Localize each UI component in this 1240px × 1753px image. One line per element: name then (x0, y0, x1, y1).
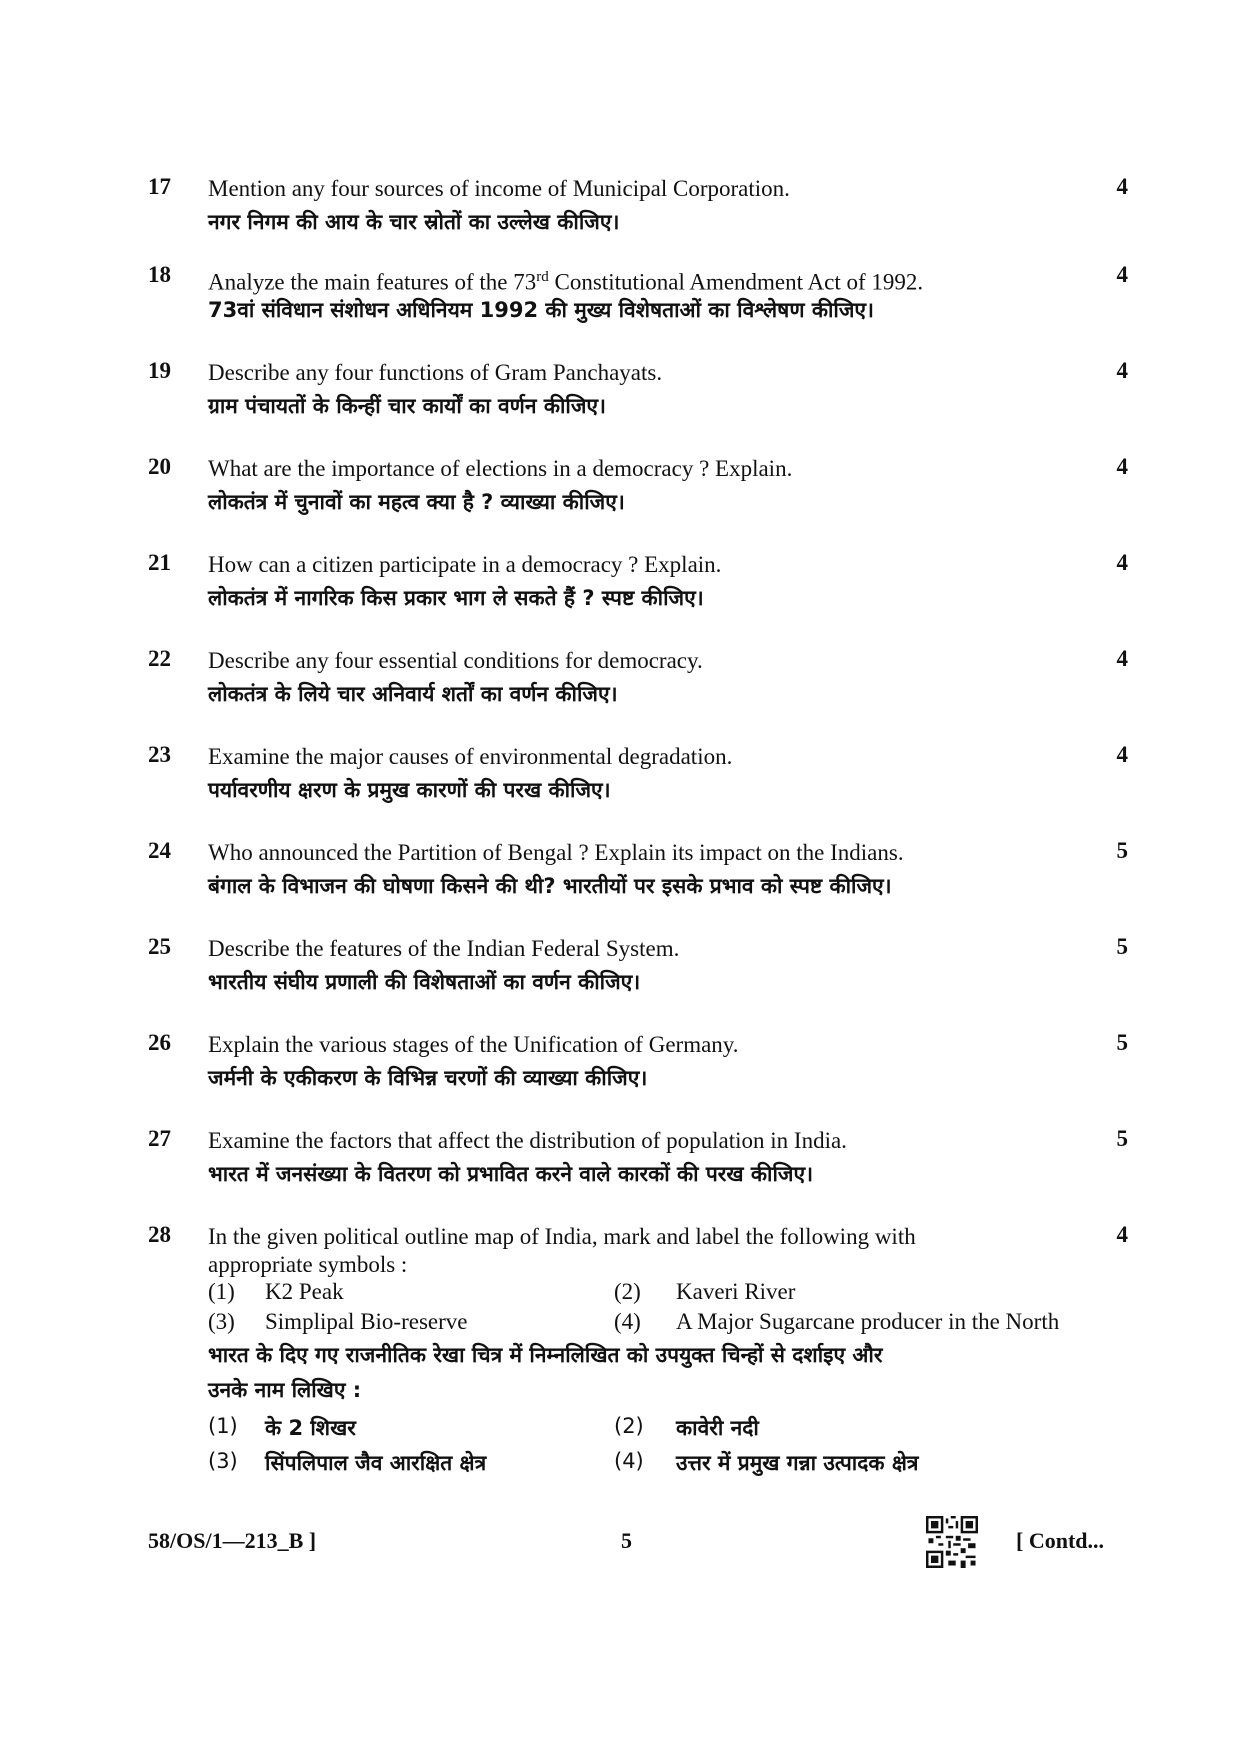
question-text-hi-line2: उनके नाम लिखिए : (208, 1378, 362, 1402)
option-en-3-text: Simplipal Bio-reserve (265, 1309, 468, 1334)
question-number: 21 (148, 550, 171, 575)
question-text-en: What are the importance of elections in a democracy ? Explain. (208, 456, 793, 481)
question-marks: 4 (1116, 742, 1128, 767)
qr-code-icon (926, 1516, 978, 1568)
question-text-en: Describe any four functions of Gram Panchayats. (208, 360, 663, 385)
question-number: 28 (148, 1222, 171, 1247)
question-number: 24 (148, 838, 171, 863)
option-hi-4-number: (4) (614, 1449, 644, 1473)
option-en-2-number: (2) (614, 1279, 641, 1304)
question-text-hi: नगर निगम की आय के चार स्रोतों का उल्लेख कीजिए। (208, 210, 620, 234)
question-marks: 4 (1116, 454, 1128, 479)
option-hi-1-text: के 2 शिखर (265, 1416, 356, 1440)
question-marks: 5 (1116, 1126, 1128, 1151)
ordinal-suffix: rd (536, 269, 549, 285)
option-hi-1-number: (1) (208, 1414, 238, 1438)
question-text-en: Explain the various stages of the Unification of Germany. (208, 1032, 739, 1057)
question-text-en: Who announced the Partition of Bengal ? Explain its impact on the Indians. (208, 840, 904, 865)
option-hi-3-text: सिंपलिपाल जैव आरक्षित क्षेत्र (265, 1451, 487, 1475)
question-text-hi: पर्यावरणीय क्षरण के प्रमुख कारणों की परख कीजिए। (208, 778, 611, 802)
question-marks: 5 (1116, 1030, 1128, 1055)
option-en-4-number: (4) (614, 1309, 641, 1334)
question-text-en: Describe the features of the Indian Federal System. (208, 936, 680, 961)
question-text-en: How can a citizen participate in a democracy ? Explain. (208, 552, 722, 577)
question-marks: 5 (1116, 934, 1128, 959)
question-number: 23 (148, 742, 171, 767)
option-hi-2-text: कावेरी नदी (676, 1416, 759, 1440)
question-text-hi: भारत में जनसंख्या के वितरण को प्रभावित करने वाले कारकों की परख कीजिए। (208, 1162, 814, 1186)
question-text-hi: लोकतंत्र के लिये चार अनिवार्य शर्तों का वर्णन कीजिए। (208, 682, 618, 706)
option-hi-4-text: उत्तर में प्रमुख गन्ना उत्पादक क्षेत्र (676, 1451, 919, 1475)
question-number: 17 (148, 174, 171, 199)
question-marks: 4 (1116, 358, 1128, 383)
question-number: 25 (148, 934, 171, 959)
question-text-hi: बंगाल के विभाजन की घोषणा किसने की थी? भारतीयों पर इसके प्रभाव को स्पष्ट कीजिए। (208, 874, 892, 898)
question-number: 26 (148, 1030, 171, 1055)
question-28 (148, 1222, 1128, 1482)
paper-code: 58/OS/1—213_B ] (148, 1528, 317, 1553)
option-hi-2-number: (2) (614, 1414, 644, 1438)
question-number: 19 (148, 358, 171, 383)
question-text-en: Describe any four essential conditions for democracy. (208, 648, 703, 673)
question-text-hi: लोकतंत्र में चुनावों का महत्व क्या है ? व्याख्या कीजिए। (208, 490, 625, 514)
question-text-hi: ग्राम पंचायतों के किन्हीं चार कार्यों का वर्णन कीजिए। (208, 394, 606, 418)
question-text-en: Examine the factors that affect the distribution of population in India. (208, 1128, 847, 1153)
option-hi-3-number: (3) (208, 1449, 238, 1473)
question-marks: 4 (1116, 262, 1128, 287)
question-text-en: Examine the major causes of environmental degradation. (208, 744, 733, 769)
continued-label: [ Contd... (1016, 1528, 1105, 1553)
question-text-hi: जर्मनी के एकीकरण के विभिन्न चरणों की व्याख्या कीजिए। (208, 1066, 648, 1090)
option-en-4-text: A Major Sugarcane producer in the North (676, 1309, 1060, 1334)
question-text-hi: 73वां संविधान संशोधन अधिनियम 1992 की मुख्य विशेषताओं का विश्लेषण कीजिए। (208, 298, 874, 322)
question-text-en-line1: In the given political outline map of India, mark and label the following with (208, 1224, 916, 1249)
question-number: 20 (148, 454, 171, 479)
page-number: 5 (621, 1528, 632, 1553)
question-number: 27 (148, 1126, 171, 1151)
question-text-hi: भारतीय संघीय प्रणाली की विशेषताओं का वर्णन कीजिए। (208, 970, 641, 994)
question-text-en: Analyze the main features of the 73rd Constitutional Amendment Act of 1992. (208, 269, 924, 295)
question-text-hi: लोकतंत्र में नागरिक किस प्रकार भाग ले सकते हैं ? स्पष्ट कीजिए। (208, 586, 704, 610)
option-en-1-number: (1) (208, 1279, 235, 1304)
question-marks: 4 (1116, 646, 1128, 671)
question-marks: 4 (1116, 174, 1128, 199)
option-en-3-number: (3) (208, 1309, 235, 1334)
question-marks: 5 (1116, 838, 1128, 863)
question-number: 18 (148, 262, 171, 287)
question-marks: 4 (1116, 1222, 1128, 1247)
option-en-1-text: K2 Peak (265, 1279, 344, 1304)
question-marks: 4 (1116, 550, 1128, 575)
option-en-2-text: Kaveri River (676, 1279, 796, 1304)
question-text-hi-line1: भारत के दिए गए राजनीतिक रेखा चित्र में निम्नलिखित को उपयुक्त चिन्हों से दर्शाइए और (208, 1343, 883, 1367)
question-text-en-line2: appropriate symbols : (208, 1252, 408, 1277)
question-text-en: Mention any four sources of income of Municipal Corporation. (208, 176, 790, 201)
question-number: 22 (148, 646, 171, 671)
